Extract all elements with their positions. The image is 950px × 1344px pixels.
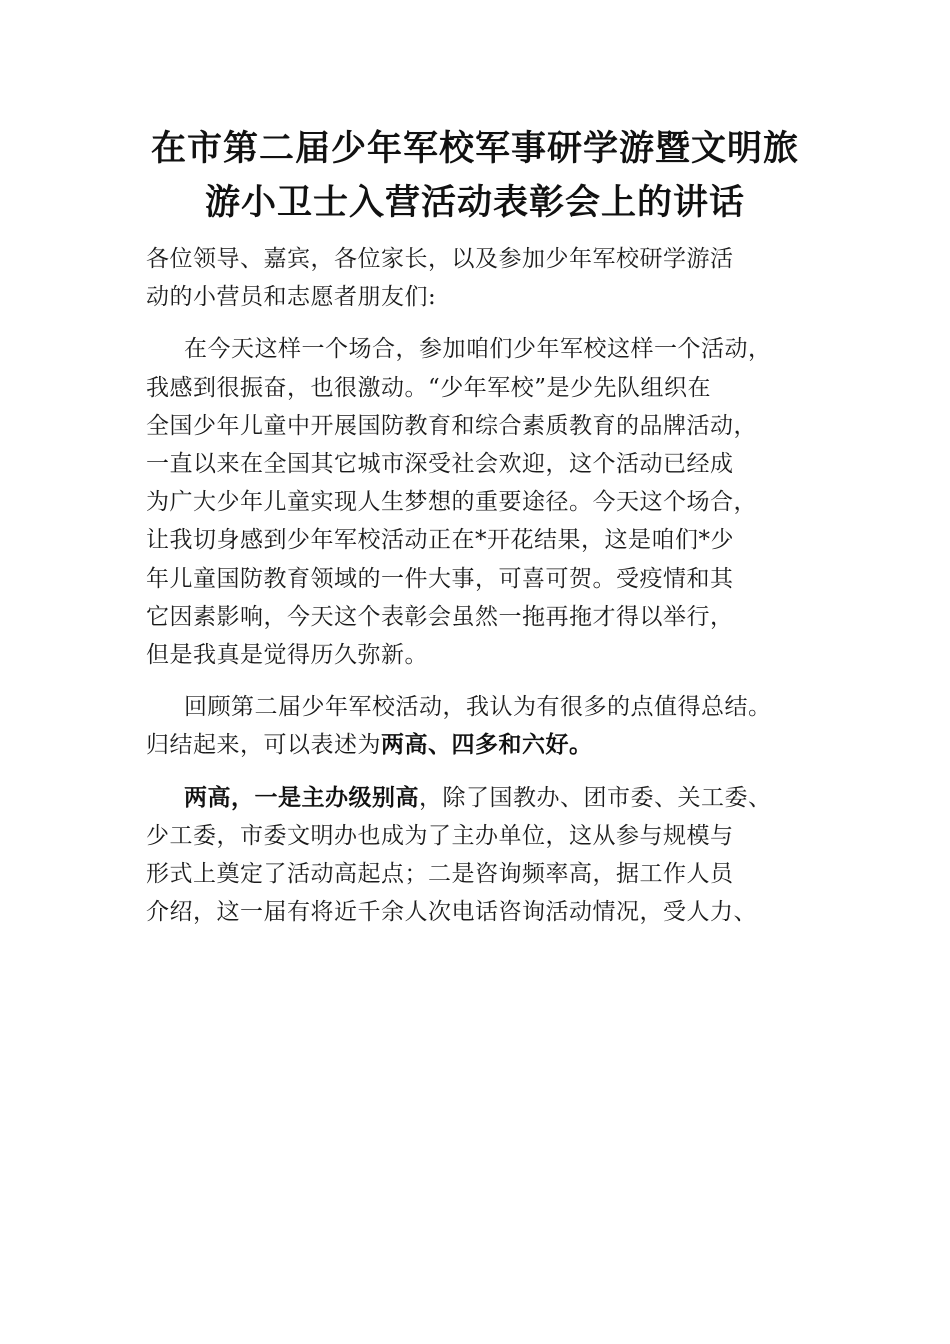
para3-line-3: 形式上奠定了活动高起点；二是咨询频率高，据工作人员: [146, 861, 734, 888]
para3-line-1: [146, 779, 826, 817]
document-body: [146, 240, 826, 945]
paragraph-3: [146, 779, 826, 932]
title-line-2: 游小卫士入营活动表彰会上的讲话: [204, 182, 745, 223]
para3-heading-emphasis: 两高，一是主办级别高: [184, 783, 419, 811]
para1-line-9: 但是我真是觉得历久弥新。: [146, 642, 428, 669]
para3-line-1-text: ，除了国教办、团市委、关工委、: [419, 784, 772, 811]
para2-line-2: [146, 726, 826, 764]
salutation-line-1: 各位领导、嘉宾，各位家长，以及参加少年军校研学游活: [146, 246, 734, 272]
para1-line-6: 让我切身感到少年军校活动正在*开花结果，这是咱们*少: [146, 527, 734, 554]
paragraph-2: [146, 688, 826, 764]
salutation-paragraph: [146, 240, 826, 316]
para1-line-7: 年儿童国防教育领域的一件大事，可喜可贺。受疫情和其: [146, 565, 734, 592]
para1-line-5: 为广大少年儿童实现人生梦想的重要途径。今天这个场合，: [146, 489, 757, 516]
para1-line-3: 全国少年儿童中开展国防教育和综合素质教育的品牌活动，: [146, 412, 757, 439]
para1-line-2: 我感到很振奋，也很激动。“少年军校”是少先队组织在: [146, 374, 712, 401]
para3-line-4: 介绍，这一届有将近千余人次电话咨询活动情况，受人力、: [146, 899, 757, 926]
para1-line-8: 它因素影响，今天这个表彰会虽然一拖再拖才得以举行，: [146, 603, 734, 630]
para1-line-4: 一直以来在全国其它城市深受社会欢迎，这个活动已经成: [146, 451, 734, 478]
paragraph-1: [146, 330, 826, 674]
title-line-1: 在市第二届少年军校军事研学游暨文明旅: [150, 128, 799, 169]
para1-line-1: 在今天这样一个场合，参加咱们少年军校这样一个活动，: [184, 336, 772, 363]
para2-line-1: 回顾第二届少年军校活动，我认为有很多的点值得总结。: [184, 694, 772, 721]
document-title: [120, 122, 830, 230]
para2-emphasis: 两高、四多和六好。: [381, 731, 593, 759]
salutation-line-2: 动的小营员和志愿者朋友们:: [146, 284, 437, 311]
para3-line-2: 少工委，市委文明办也成为了主办单位，这从参与规模与: [146, 822, 734, 849]
para2-line-2-text: 归结起来，可以表述为: [146, 732, 381, 759]
